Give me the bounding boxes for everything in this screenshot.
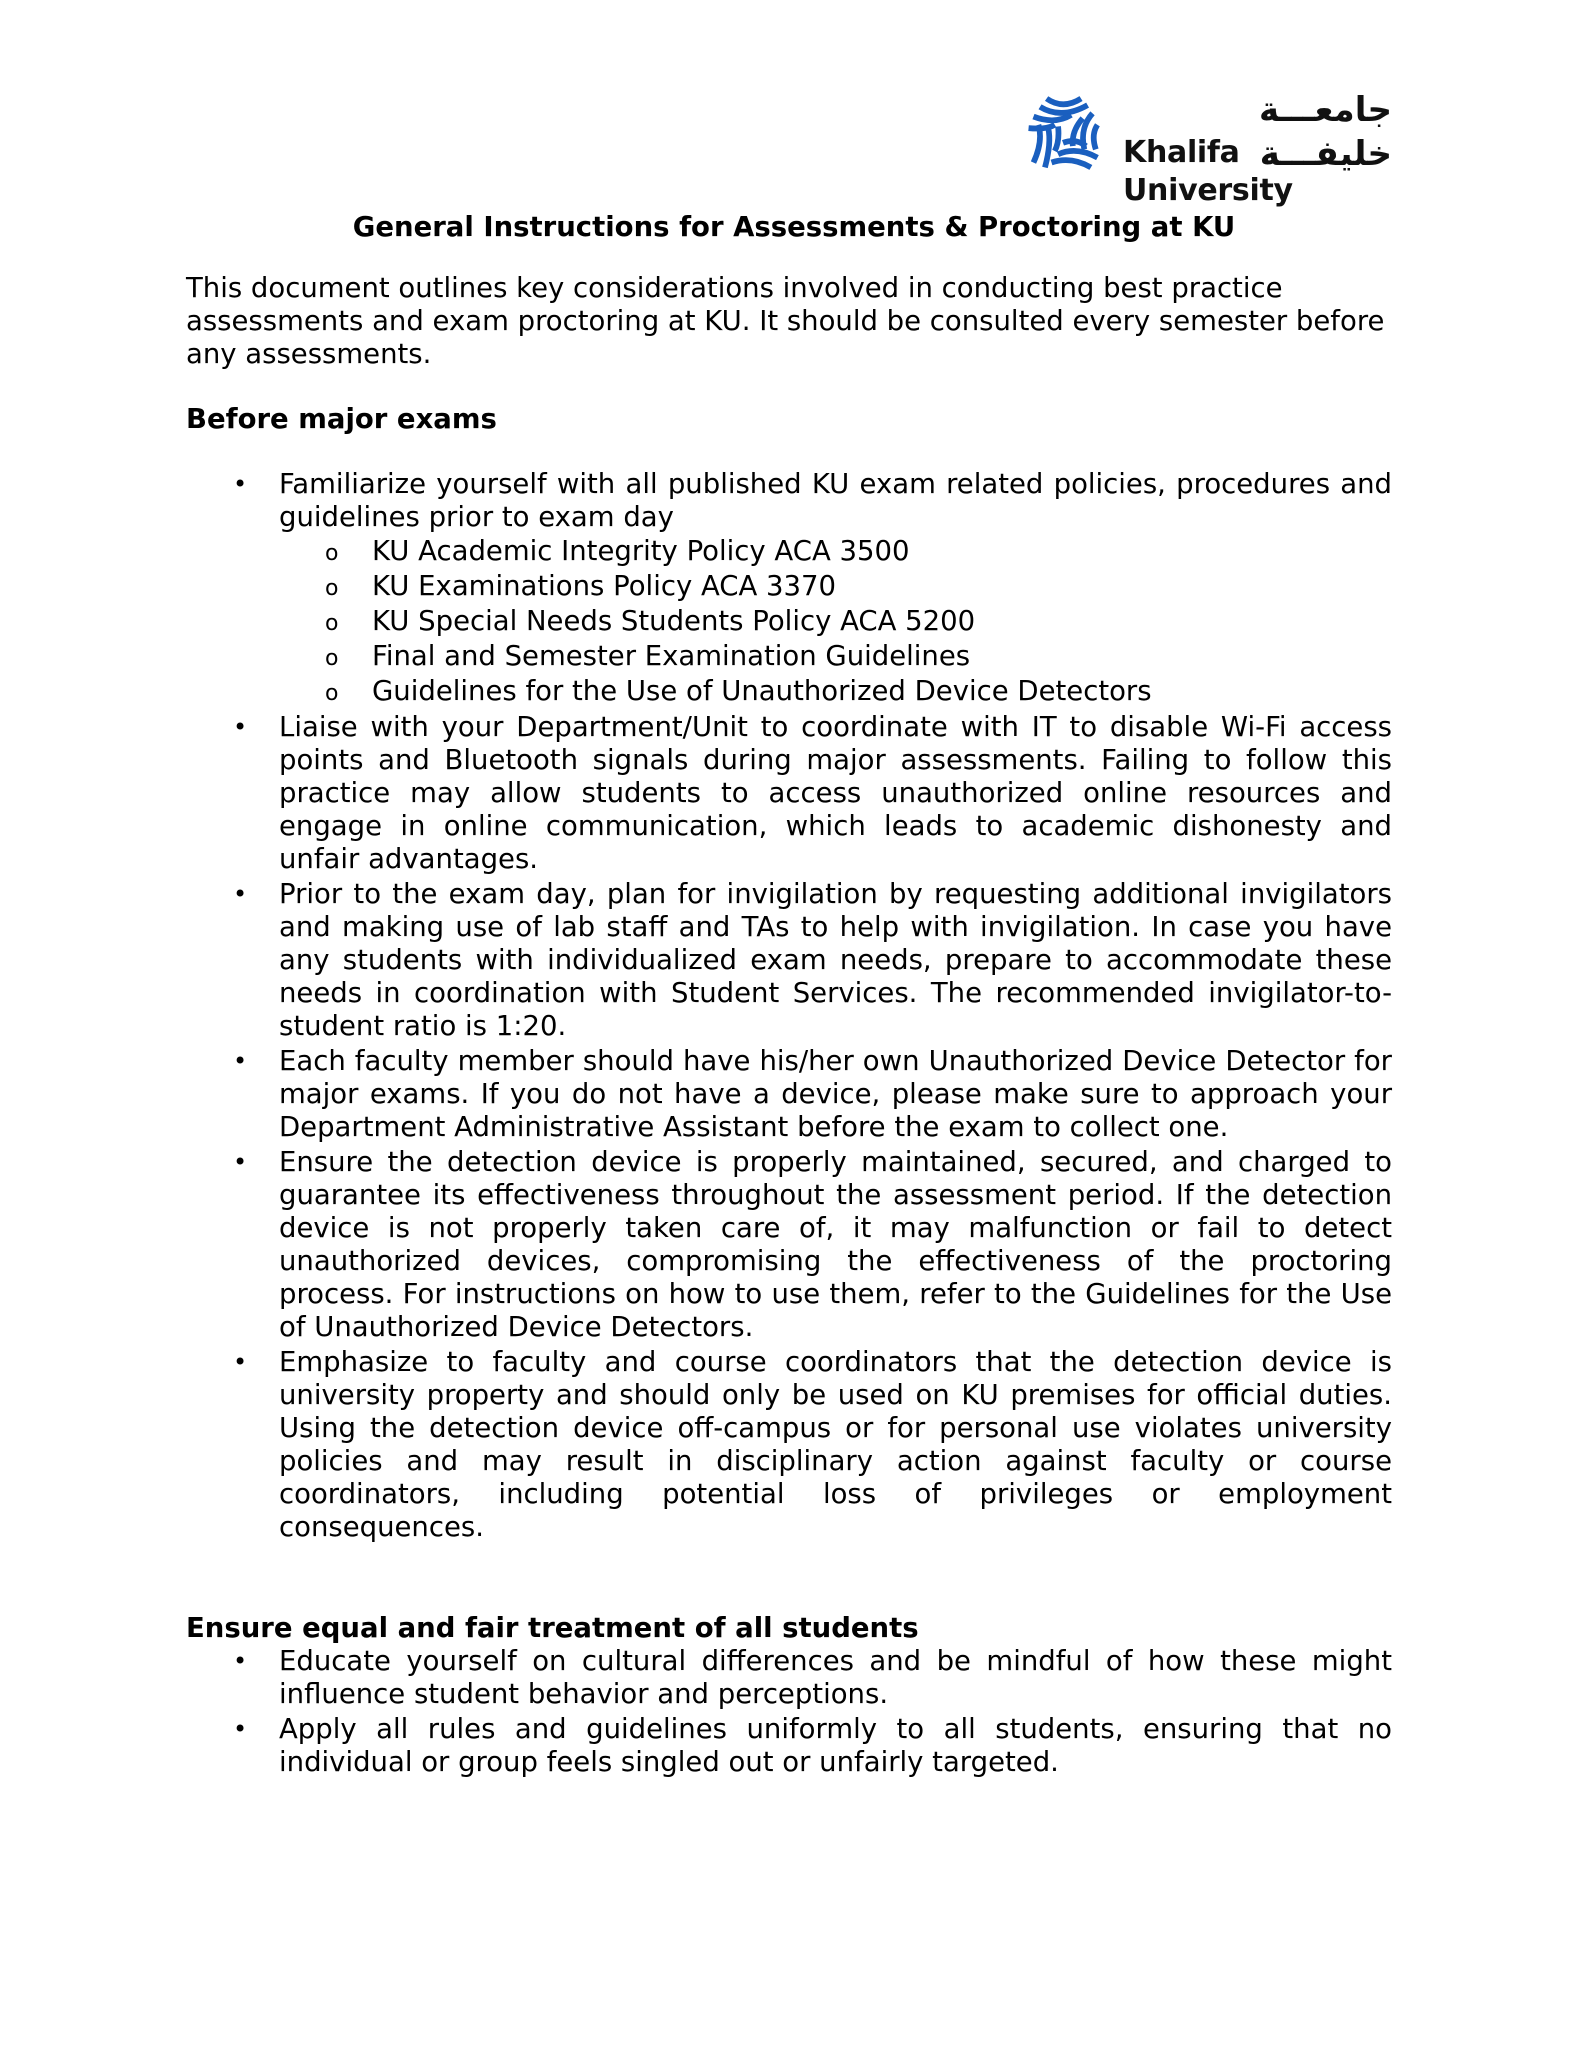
list-item-text: Emphasize to faculty and course coordinators that the detection device is university property and should only be used on KU premises for official duties. Using the detection device off-campus or for personal use violates university policies and may result in disciplinary action against faculty or course coordinators, including potential loss of privileges or employment consequences. — [279, 1346, 1392, 1543]
list-item — [233, 1045, 1392, 1144]
sublist-item-text: KU Special Needs Students Policy ACA 5200 — [372, 605, 976, 637]
intro-paragraph: This document outlines key considerations involved in conducting best practice assessments and exam proctoring at KU. It should be consulted every semester before any assessments. — [186, 272, 1385, 370]
khalifa-university-logo — [1022, 90, 1392, 208]
sublist-item — [325, 534, 1392, 569]
list-item — [233, 1645, 1392, 1711]
list-item — [233, 711, 1392, 876]
list-item-text: Ensure the detection device is properly maintained, secured, and charged to guarantee its effectiveness throughout the assessment period. If the detection device is not properly taken care of, it may malfunction or fail to detect unauthorized devices, compromising the effectiveness of the proctoring process. For instructions on how to use them, refer to the Guidelines for the Use of Unauthorized Device Detectors. — [279, 1146, 1392, 1343]
list-item-text: Apply all rules and guidelines uniformly to all students, ensuring that no individual or group feels singled out or unfairly targeted. — [279, 1713, 1392, 1778]
document-title: General Instructions for Assessments & Proctoring at KU — [352, 211, 1236, 243]
khalifa-university-emblem-icon — [1022, 92, 1104, 174]
list-item — [233, 1146, 1392, 1344]
section-heading-fair-treatment: Ensure equal and fair treatment of all students — [186, 1612, 919, 1644]
sublist-item-text: KU Examinations Policy ACA 3370 — [372, 570, 837, 602]
document-body — [186, 210, 1392, 1781]
list-item-text: Liaise with your Department/Unit to coordinate with IT to disable Wi-Fi access points and Bluetooth signals during major assessments. Failing to follow this practice may allow students to access unauthorized online resources and engage in online communication, which leads to academic dishonesty and unfair advantages. — [279, 711, 1392, 875]
bullet-icon: • — [233, 1148, 248, 1176]
circle-bullet-icon: o — [325, 541, 339, 566]
sublist-item — [325, 639, 1392, 674]
sublist-item-text: KU Academic Integrity Policy ACA 3500 — [372, 535, 910, 567]
list-item-text: Prior to the exam day, plan for invigilation by requesting additional invigilators and making use of lab staff and TAs to help with invigilation. In case you have any students with individualized exam needs, prepare to accommodate these needs in coordination with Student Services. The recommended invigilator-to-student ratio is 1:20. — [279, 878, 1392, 1042]
sublist-item — [325, 604, 1392, 639]
fair-treatment-list — [186, 1645, 1392, 1779]
list-item — [233, 468, 1392, 709]
before-exams-list — [186, 468, 1392, 1544]
list-item-text: Educate yourself on cultural differences and be mindful of how these might influence student behavior and perceptions. — [279, 1645, 1392, 1710]
list-item — [233, 1713, 1392, 1779]
circle-bullet-icon: o — [325, 611, 339, 636]
bullet-icon: • — [233, 1715, 248, 1743]
bullet-icon: • — [233, 713, 248, 741]
circle-bullet-icon: o — [325, 646, 339, 671]
bullet-icon: • — [233, 880, 248, 908]
circle-bullet-icon: o — [325, 681, 339, 706]
sublist-item — [325, 569, 1392, 604]
bullet-icon: • — [233, 1047, 248, 1075]
list-item-text: Familiarize yourself with all published KU exam related policies, procedures and guidelines prior to exam day — [279, 468, 1392, 533]
logo-arabic-name: جامعـــة خليفـــة — [1259, 90, 1392, 174]
sublist-item-text: Final and Semester Examination Guidelines — [372, 640, 971, 672]
list-item — [233, 878, 1392, 1043]
policy-sublist — [279, 534, 1392, 709]
list-item — [233, 1346, 1392, 1544]
bullet-icon: • — [233, 1348, 248, 1376]
bullet-icon: • — [233, 470, 248, 498]
section-heading-before-exams: Before major exams — [186, 403, 497, 435]
sublist-item-text: Guidelines for the Use of Unauthorized Device Detectors — [372, 675, 1152, 707]
list-item-text: Each faculty member should have his/her own Unauthorized Device Detector for major exams. If you do not have a device, please make sure to approach your Department Administrative Assistant before the exam to collect one. — [279, 1045, 1392, 1143]
bullet-icon: • — [233, 1647, 248, 1675]
sublist-item — [325, 674, 1392, 709]
circle-bullet-icon: o — [325, 576, 339, 601]
logo-english-name: Khalifa University — [1123, 135, 1293, 208]
